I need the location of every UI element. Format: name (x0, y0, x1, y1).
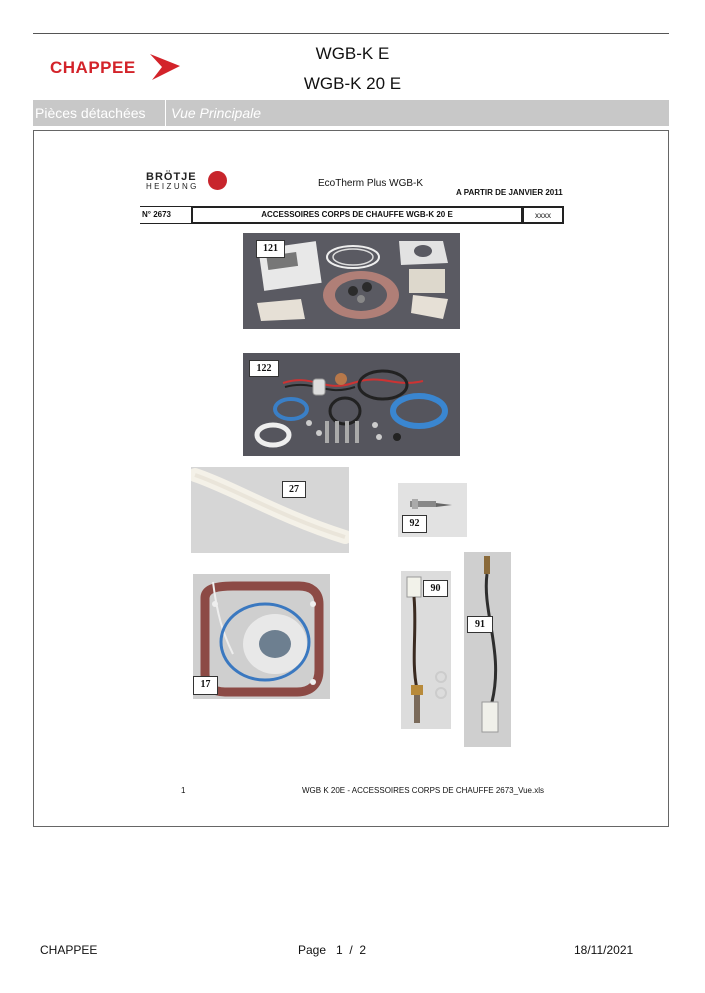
top-divider (33, 33, 669, 34)
sheet-file-name: WGB K 20E - ACCESSOIRES CORPS DE CHAUFFE 2673_Vue.xls (302, 786, 544, 795)
reference-title: ACCESSOIRES CORPS DE CHAUFFE WGB-K 20 E (191, 206, 523, 224)
heizung-logo-text: HEIZUNG (146, 182, 199, 191)
brand-name: CHAPPEE (50, 58, 136, 77)
valid-from: A PARTIR DE JANVIER 2011 (456, 188, 563, 197)
section-label: Pièces détachées (33, 100, 166, 126)
brotje-logo (146, 171, 228, 193)
part-label-27: 27 (282, 481, 306, 498)
footer-date: 18/11/2021 (574, 943, 634, 957)
part-label-90: 90 (423, 580, 448, 597)
model-title-2: WGB-K 20 E (303, 74, 402, 93)
reference-code: xxxx (522, 206, 564, 224)
model-title-1: WGB-K E (315, 44, 390, 63)
part-photo-27 (191, 467, 349, 553)
part-label-17: 17 (193, 676, 218, 695)
part-label-121: 121 (256, 240, 285, 258)
sheet-page-number: 1 (181, 786, 186, 795)
view-label: Vue Principale (171, 105, 262, 121)
part-label-91: 91 (467, 616, 493, 633)
product-name: EcoTherm Plus WGB-K (318, 178, 424, 189)
brotje-badge-icon (208, 171, 227, 190)
section-bar (33, 100, 669, 126)
part-label-92: 92 (402, 515, 427, 533)
part-label-122: 122 (249, 360, 279, 377)
footer-page: Page 1 / 2 (298, 943, 367, 957)
reference-number: N° 2673 (140, 206, 192, 224)
footer-company: CHAPPEE (40, 943, 98, 957)
part-photo-91 (464, 552, 511, 747)
brotje-logo-text: BRÖTJE (146, 171, 197, 183)
